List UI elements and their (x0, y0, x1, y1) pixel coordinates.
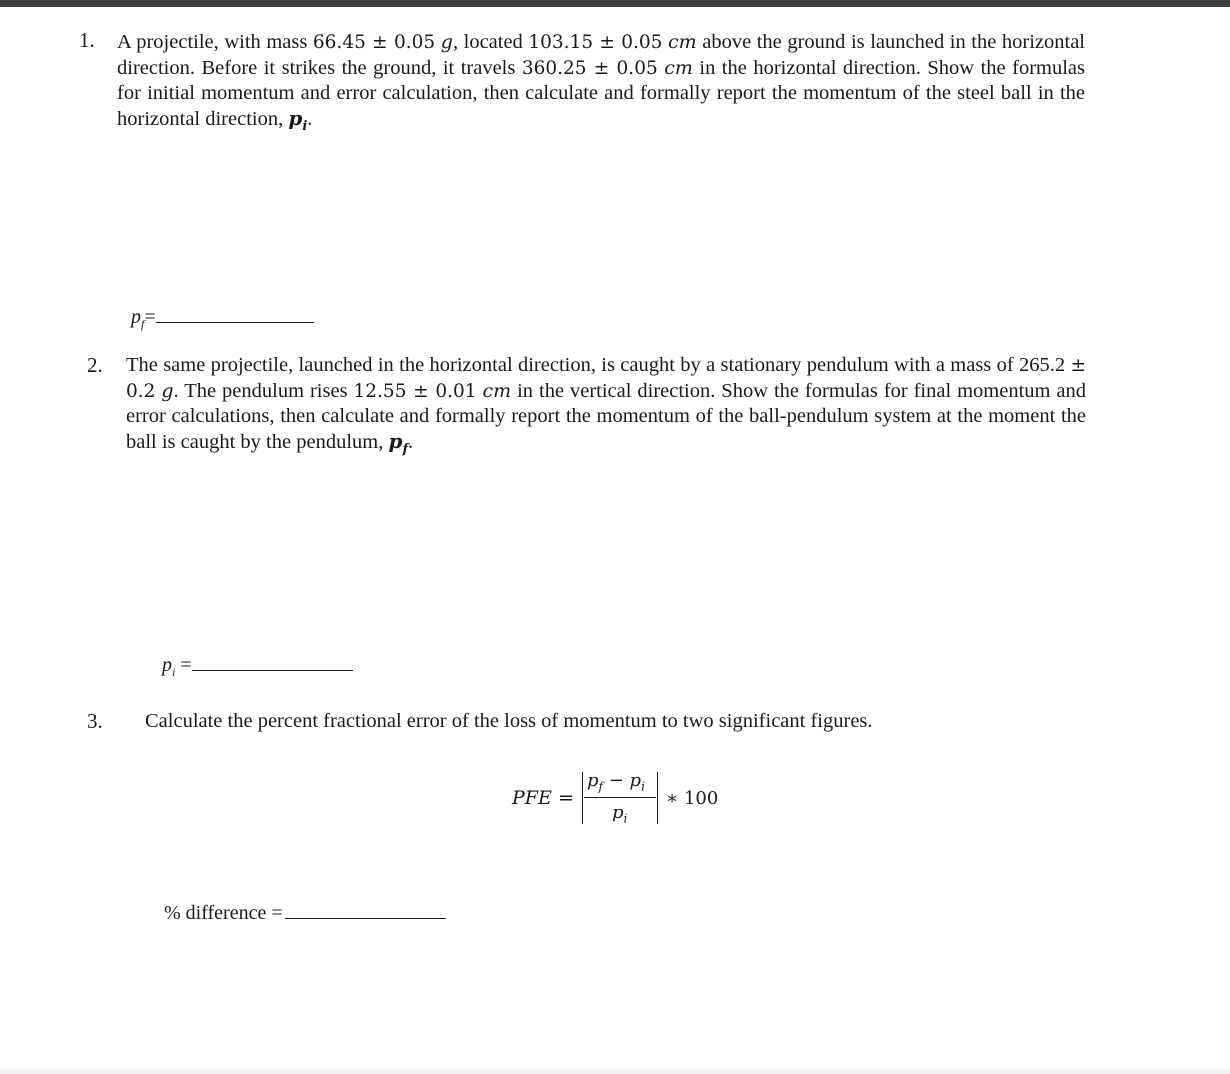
formula-lhs: PFE (512, 787, 552, 809)
question-1-text: A projectile, with mass 66.45 ± 0.05 g, located 103.15 ± 0.05 cm above the ground is launched in the horizontal direction. Before it strikes the ground, it travels 360.25 ± 0.05 cm in the horizontal direction. Show the formulas for initial momentum and error calculation, then calculate and formally report the momentum of the steel ball in the horizontal direction, $p_i$. (117, 31, 1085, 135)
answer-line-2: $p_i$ = (162, 654, 353, 680)
p-i-variable: $p_i$ (288, 106, 308, 135)
question-3-text: Calculate the percent fractional error of the loss of momentum to two significant figures. (145, 710, 873, 732)
abs-bar-left (582, 772, 583, 824)
window-top-bar (0, 0, 1230, 7)
question-2-number: 2. (87, 353, 103, 377)
page-bottom-edge (0, 1068, 1230, 1074)
question-1-number: 1. (79, 28, 95, 52)
answer-blank-3[interactable] (285, 917, 446, 919)
answer-blank-1[interactable] (156, 321, 314, 323)
formula-equals: = (558, 787, 574, 809)
pfe-formula (512, 772, 732, 832)
fraction-line (584, 797, 656, 798)
formula-times-100: ∗ 100 (666, 788, 719, 809)
question-3-number: 3. (87, 709, 103, 733)
answer-line-3: % difference = (164, 902, 446, 925)
formula-denominator: $p_i$ (612, 802, 628, 826)
answer-line-1: $p_f=$ (131, 306, 314, 332)
question-2-text: The same projectile, launched in the horizontal direction, is caught by a stationary pendulum with a mass of 265.2 ± 0.2 g. The pendulum rises 12.55 ± 0.01 cm in the vertical direction. Show the formulas for final momentum and error calculations, then calculate and formally report the momentum of the ball-pendulum system at the moment the ball is caught by the pendulum, $p_f$. (126, 354, 1087, 458)
abs-bar-right (657, 772, 658, 824)
answer-blank-2[interactable] (192, 669, 353, 671)
formula-numerator: $p_f - p_i$ (587, 770, 645, 794)
p-f-variable: $p_f$ (388, 429, 409, 458)
